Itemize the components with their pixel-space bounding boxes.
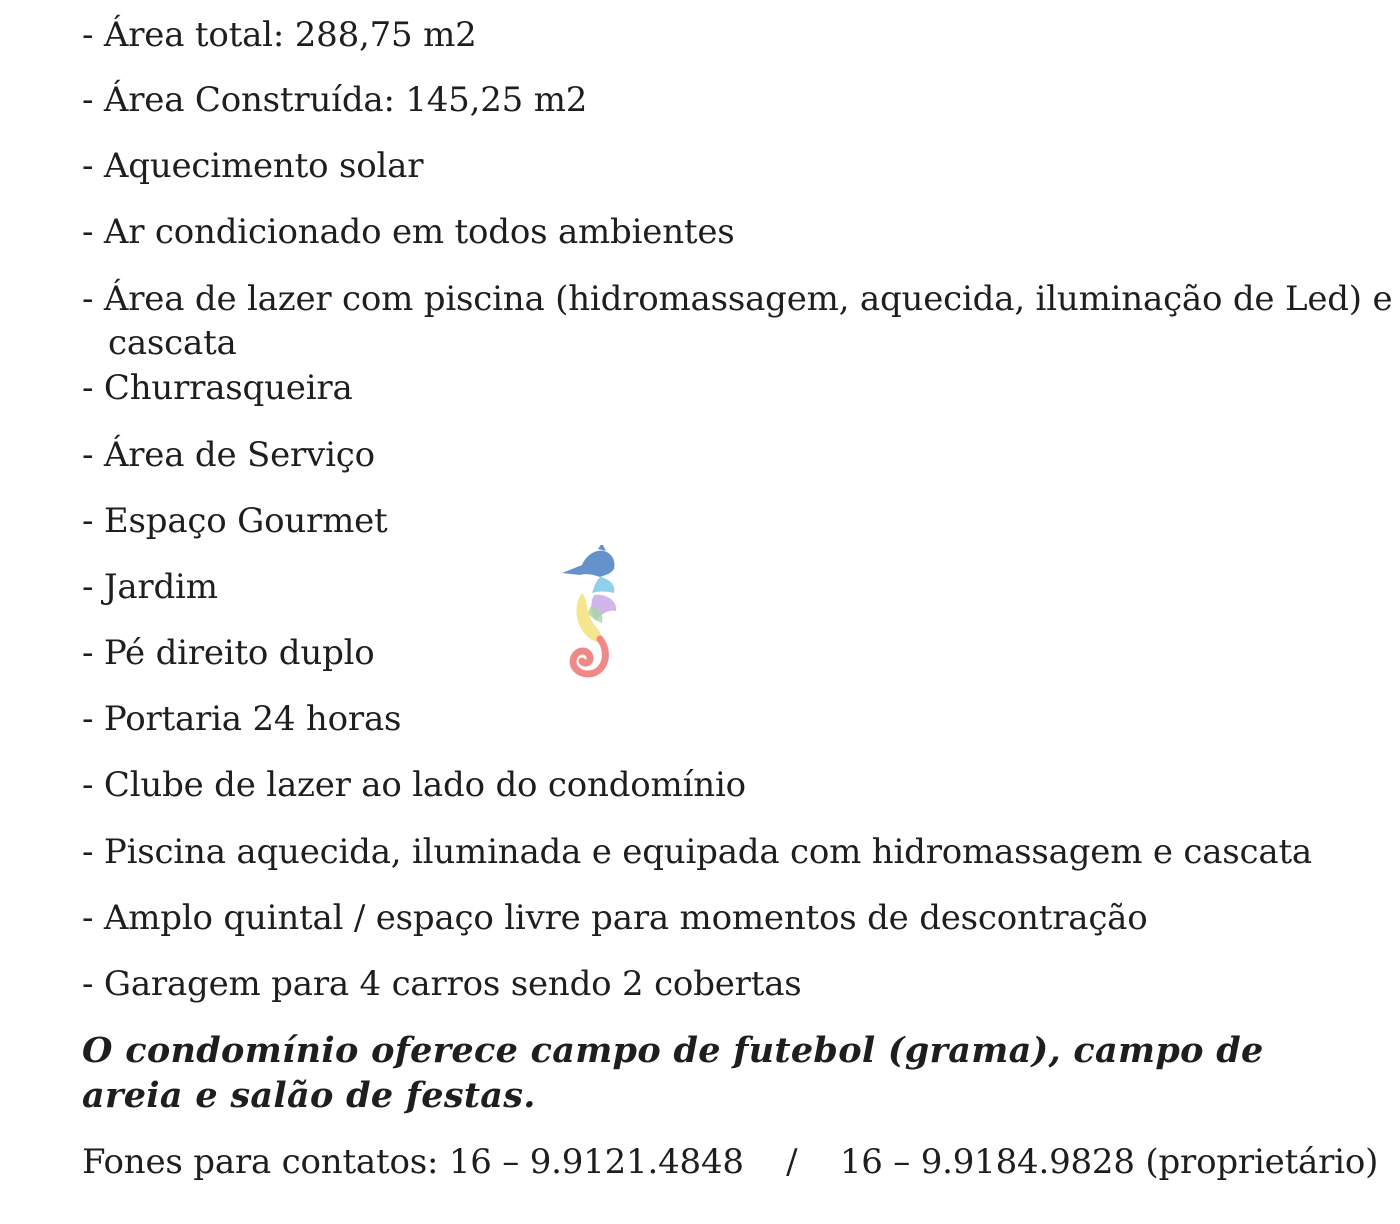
condominium-highlight: O condomínio oferece campo de futebol (grama), campo de areia e salão de festas. (82, 1030, 1264, 1116)
seahorse-tail (573, 639, 605, 674)
feature-heated-pool: - Piscina aquecida, iluminada e equipada com hidromassagem e cascata (82, 832, 1313, 872)
feature-barbecue: - Churrasqueira (82, 368, 353, 408)
contact-phones (82, 1140, 1378, 1184)
seahorse-crest (598, 545, 606, 551)
seahorse-logo-icon (560, 545, 622, 679)
feature-leisure-club: - Clube de lazer ao lado do condomínio (82, 765, 746, 805)
contact-phone-owner: 16 – 9.9184.9828 (proprietário) (839, 1142, 1379, 1182)
feature-solar-heating: - Aquecimento solar (82, 146, 424, 186)
feature-gourmet-space: - Espaço Gourmet (82, 501, 388, 541)
seahorse-neck (592, 577, 614, 593)
feature-backyard: - Amplo quintal / espaço livre para momentos de descontração (82, 898, 1148, 938)
feature-air-conditioning: - Ar condicionado em todos ambientes (82, 212, 735, 252)
feature-double-ceiling: - Pé direito duplo (82, 633, 375, 673)
contact-separator: / (786, 1142, 798, 1182)
feature-leisure-area (82, 277, 1392, 365)
feature-service-area: - Área de Serviço (82, 435, 375, 475)
feature-concierge: - Portaria 24 horas (82, 699, 402, 739)
feature-leisure-area-text: - Área de lazer com piscina (hidromassagem, aquecida, iluminação de Led) e (82, 279, 1393, 319)
feature-garage: - Garagem para 4 carros sendo 2 cobertas (82, 964, 802, 1004)
feature-leisure-area-continuation: cascata (108, 323, 237, 363)
feature-total-area: - Área total: 288,75 m2 (82, 15, 477, 55)
seahorse-head (562, 551, 615, 577)
contact-phone-primary: Fones para contatos: 16 – 9.9121.4848 (82, 1142, 744, 1182)
feature-built-area: - Área Construída: 145,25 m2 (82, 80, 588, 120)
feature-garden: - Jardim (82, 567, 218, 607)
